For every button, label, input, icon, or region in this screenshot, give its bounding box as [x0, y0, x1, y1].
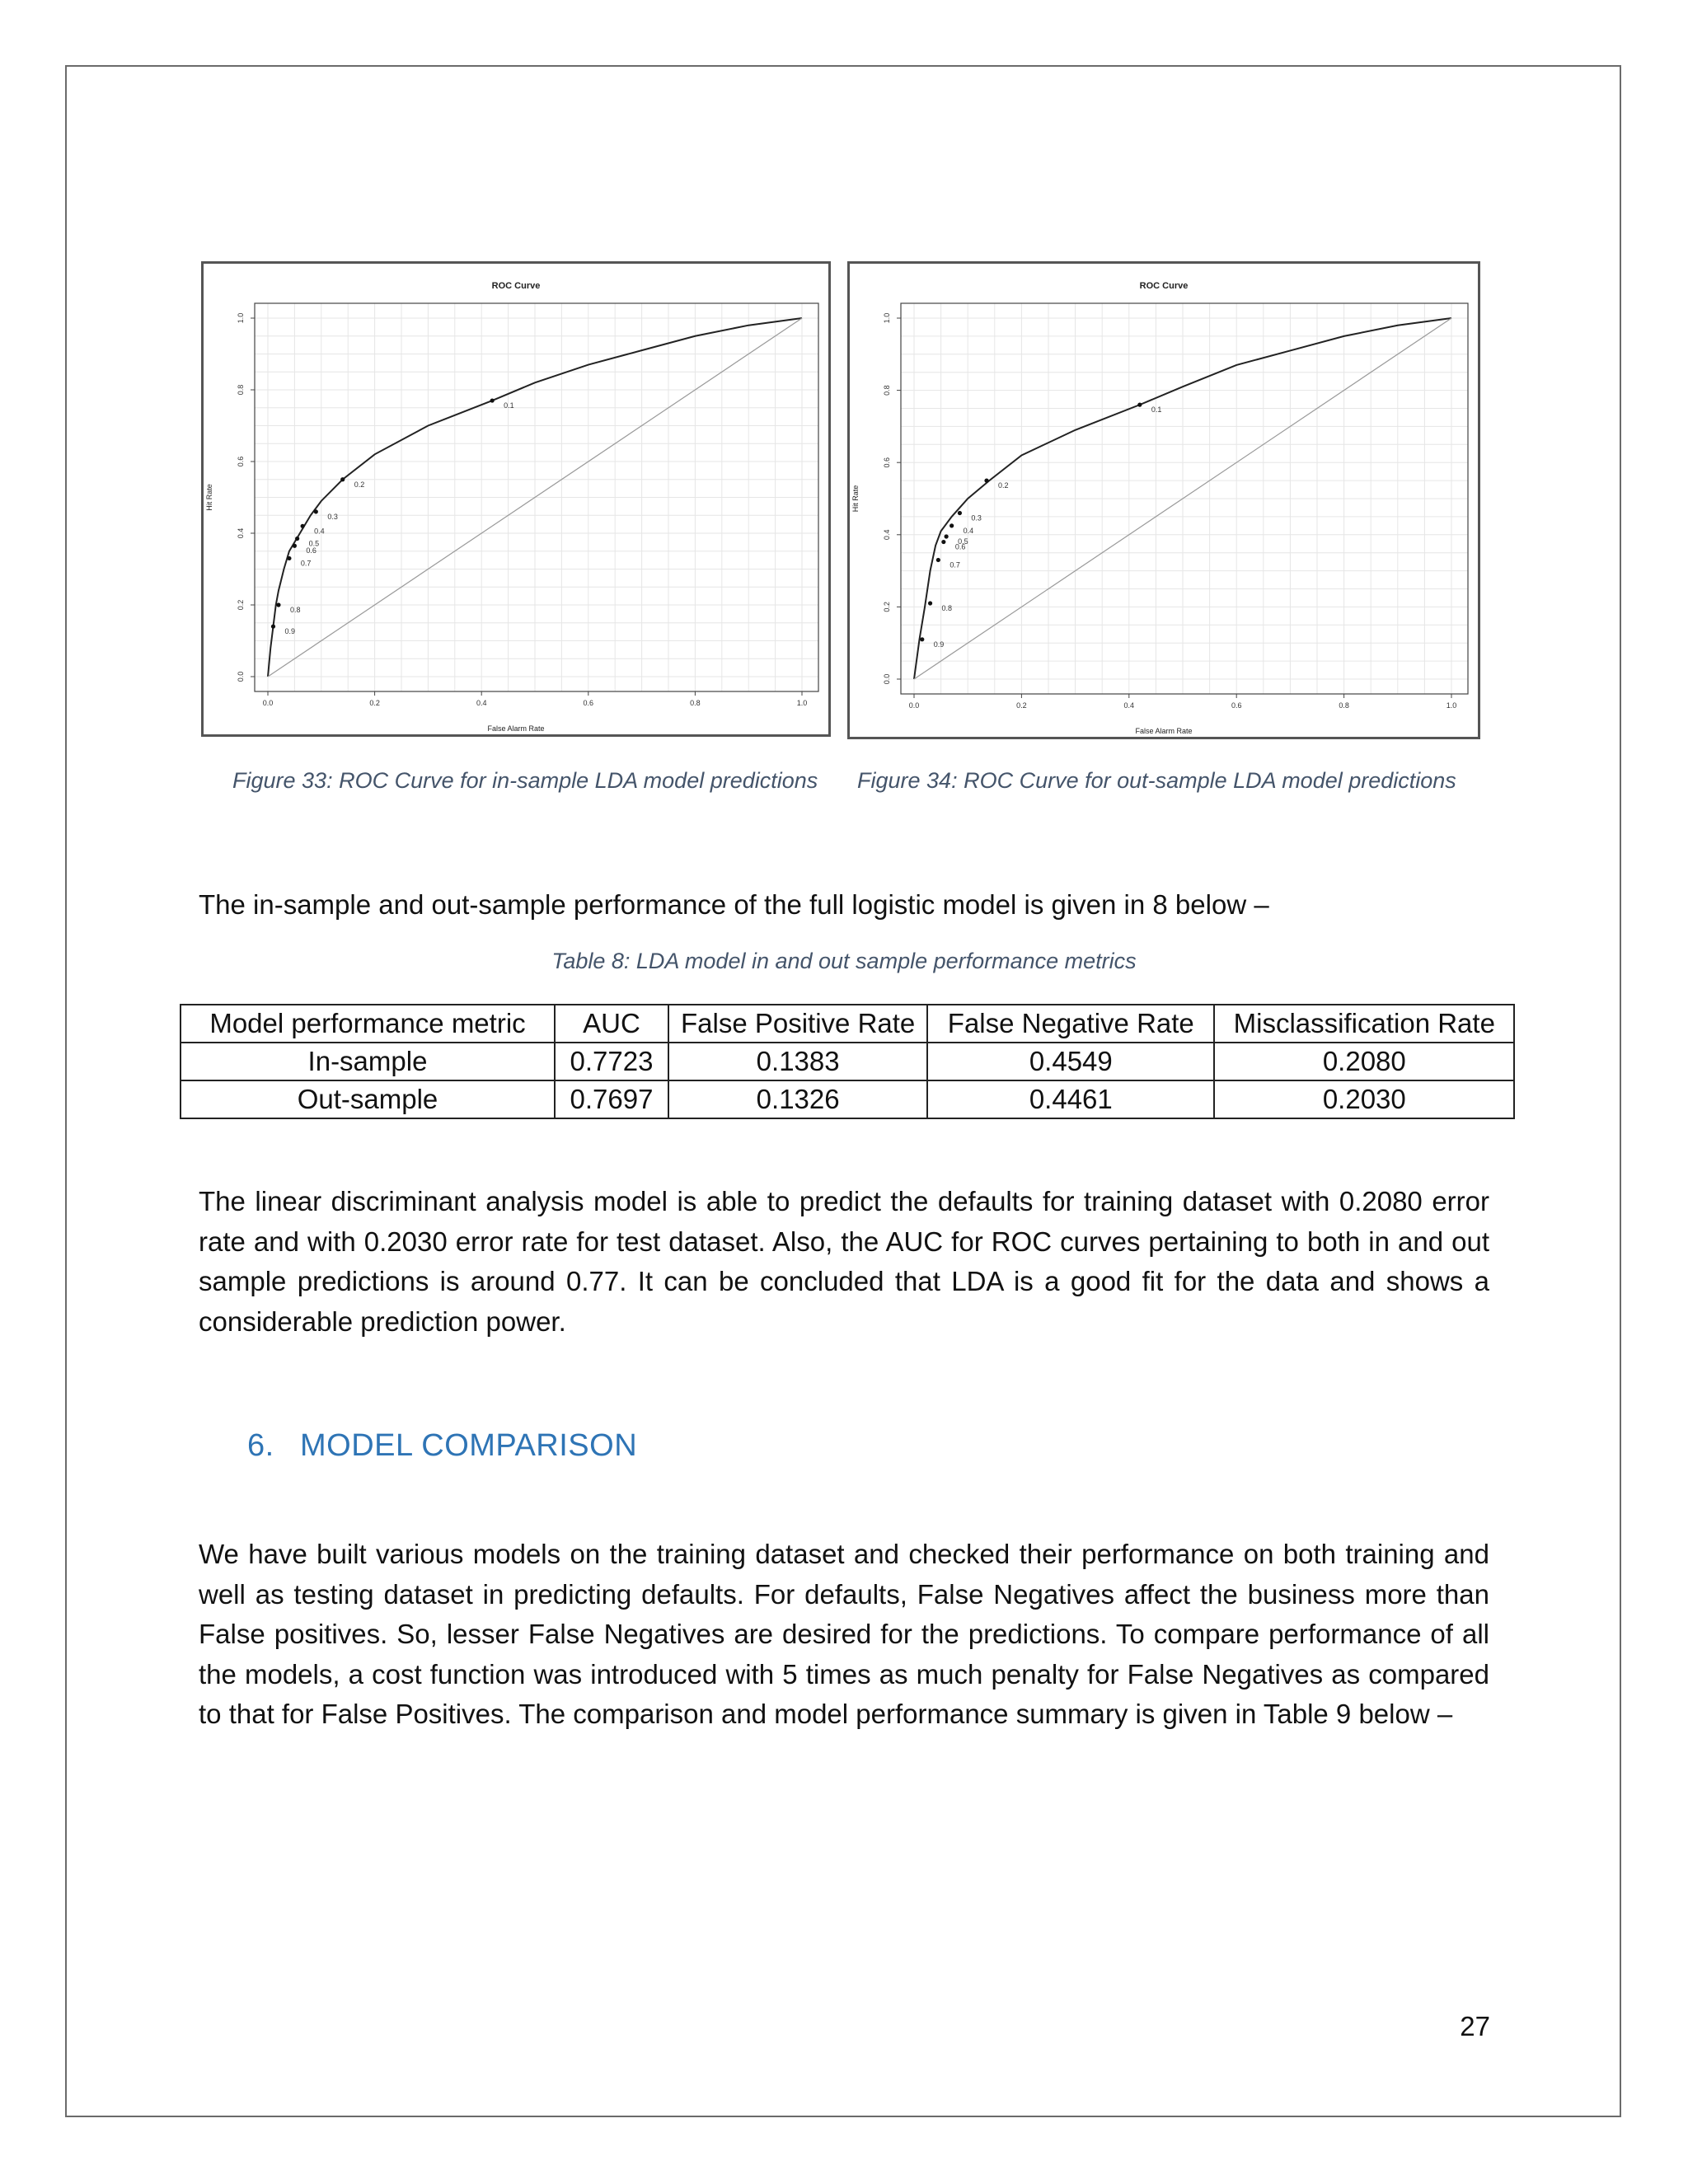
y-tick-label: 0.0 — [237, 671, 245, 682]
threshold-point — [920, 637, 924, 641]
x-tick-label: 0.4 — [476, 699, 487, 707]
y-tick-label: 1.0 — [883, 312, 891, 324]
threshold-label: 0.3 — [971, 513, 982, 523]
x-tick-label: 0.4 — [1123, 701, 1135, 710]
y-tick-label: 0.8 — [883, 385, 891, 396]
threshold-point — [941, 540, 945, 544]
section-number: 6. — [247, 1428, 274, 1463]
y-tick-label: 0.6 — [237, 456, 245, 467]
table-cell: 0.2030 — [1214, 1080, 1514, 1118]
threshold-label: 0.4 — [314, 527, 325, 536]
threshold-label: 0.4 — [963, 526, 974, 535]
table-cell: 0.7723 — [555, 1043, 668, 1080]
threshold-label: 0.9 — [284, 627, 295, 636]
threshold-label: 0.7 — [300, 559, 312, 568]
chart-title: ROC Curve — [1139, 281, 1189, 291]
roc-chart-in-sample-svg — [204, 264, 828, 734]
conclusion-paragraph: The linear discriminant analysis model is able to predict the defaults for training dataset with 0.2080 error rate and with 0.2030 error rate for test dataset. Also, the AUC for ROC curves pertaining to both in and out sample predictions is around 0.77. It can be concluded that LDA is a good fit for the data and shows a considerable prediction power. — [199, 1186, 1489, 1337]
threshold-label: 0.1 — [1151, 405, 1162, 415]
y-tick-label: 0.0 — [883, 673, 891, 685]
threshold-label: 0.5 — [308, 539, 320, 548]
threshold-point — [945, 534, 949, 538]
performance-metrics-table — [180, 1004, 1515, 1119]
section-heading — [247, 1428, 637, 1464]
header-cell: Misclassification Rate — [1214, 1005, 1514, 1043]
x-tick-label: 0.6 — [583, 699, 594, 707]
threshold-label: 0.2 — [354, 480, 365, 489]
y-axis-label: Hit Rate — [205, 484, 213, 511]
threshold-point — [271, 625, 275, 629]
x-axis-label: False Alarm Rate — [1135, 727, 1193, 735]
table-cell: Out-sample — [181, 1080, 555, 1118]
comparison-paragraph: We have built various models on the training dataset and checked their performance on both training and well as testing dataset in predicting defaults. For defaults, False Negatives affect the business more than False positives. So, lesser False Negatives are desired for the predictions. To compare performance of all the models, a cost function was introduced with 5 times as much penalty for False Negatives as compared to that for False Positives. The comparison and model performance summary is given in Table 9 below – — [199, 1539, 1489, 1730]
threshold-point — [984, 479, 988, 483]
x-tick-label: 0.0 — [262, 699, 274, 707]
threshold-label: 0.5 — [958, 537, 968, 546]
y-tick-label: 1.0 — [237, 312, 245, 324]
threshold-label: 0.2 — [998, 481, 1009, 490]
threshold-point — [340, 477, 345, 481]
table-header-row — [181, 1005, 1514, 1043]
threshold-point — [314, 509, 318, 513]
x-tick-label: 0.2 — [369, 699, 380, 707]
header-cell: Model performance metric — [181, 1005, 555, 1043]
threshold-point — [295, 537, 299, 541]
y-axis-label: Hit Rate — [851, 485, 860, 513]
header-cell: False Positive Rate — [668, 1005, 927, 1043]
threshold-label: 0.7 — [950, 560, 960, 569]
threshold-label: 0.8 — [289, 606, 301, 614]
threshold-point — [293, 544, 297, 548]
threshold-point — [1137, 403, 1142, 407]
y-tick-label: 0.8 — [237, 384, 245, 396]
x-tick-label: 0.6 — [1231, 701, 1242, 710]
table-cell: 0.2080 — [1214, 1043, 1514, 1080]
y-tick-label: 0.4 — [237, 527, 245, 539]
threshold-point — [276, 602, 280, 607]
threshold-label: 0.6 — [306, 546, 316, 555]
table-cell: 0.4461 — [927, 1080, 1214, 1118]
header-cell: AUC — [555, 1005, 668, 1043]
threshold-label: 0.9 — [933, 640, 945, 649]
table-row — [181, 1080, 1514, 1118]
roc-chart-out-sample — [847, 261, 1480, 739]
figure-34-caption: Figure 34: ROC Curve for out-sample LDA model predictions — [857, 768, 1456, 793]
figure-33-caption: Figure 33: ROC Curve for in-sample LDA model predictions — [232, 768, 818, 793]
threshold-point — [958, 511, 962, 515]
x-axis-label: False Alarm Rate — [487, 724, 545, 733]
x-tick-label: 0.2 — [1016, 701, 1027, 710]
table-cell: In-sample — [181, 1043, 555, 1080]
page-number: 27 — [1460, 2011, 1490, 2041]
roc-chart-out-sample-svg — [850, 264, 1478, 737]
threshold-point — [287, 556, 291, 560]
threshold-label: 0.8 — [941, 604, 953, 613]
table-cell: 0.7697 — [555, 1080, 668, 1118]
threshold-label: 0.3 — [327, 512, 338, 521]
section-title: MODEL COMPARISON — [300, 1428, 638, 1463]
y-tick-label: 0.6 — [883, 457, 891, 468]
y-tick-label: 0.4 — [883, 529, 891, 541]
threshold-point — [928, 601, 932, 605]
intro-paragraph: The in-sample and out-sample performance of the full logistic model is given in 8 below – — [199, 889, 1269, 920]
table-cell: 0.1326 — [668, 1080, 927, 1118]
table-8-caption: Table 8: LDA model in and out sample performance metrics — [551, 949, 1137, 973]
threshold-label: 0.1 — [504, 401, 514, 410]
x-tick-label: 1.0 — [1446, 701, 1457, 710]
threshold-point — [950, 523, 954, 527]
table-cell: 0.1383 — [668, 1043, 927, 1080]
header-cell: False Negative Rate — [927, 1005, 1214, 1043]
y-tick-label: 0.2 — [883, 602, 891, 612]
table-cell: 0.4549 — [927, 1043, 1214, 1080]
threshold-point — [936, 558, 940, 562]
x-tick-label: 1.0 — [796, 699, 808, 707]
threshold-label: 0.6 — [954, 542, 966, 551]
threshold-point — [490, 398, 495, 402]
y-tick-label: 0.2 — [237, 599, 245, 611]
x-tick-label: 0.8 — [690, 699, 701, 707]
threshold-point — [301, 524, 305, 528]
x-tick-label: 0.0 — [908, 701, 920, 710]
chart-title: ROC Curve — [491, 281, 541, 291]
roc-chart-in-sample — [201, 261, 831, 737]
table-row — [181, 1043, 1514, 1080]
x-tick-label: 0.8 — [1339, 701, 1349, 710]
